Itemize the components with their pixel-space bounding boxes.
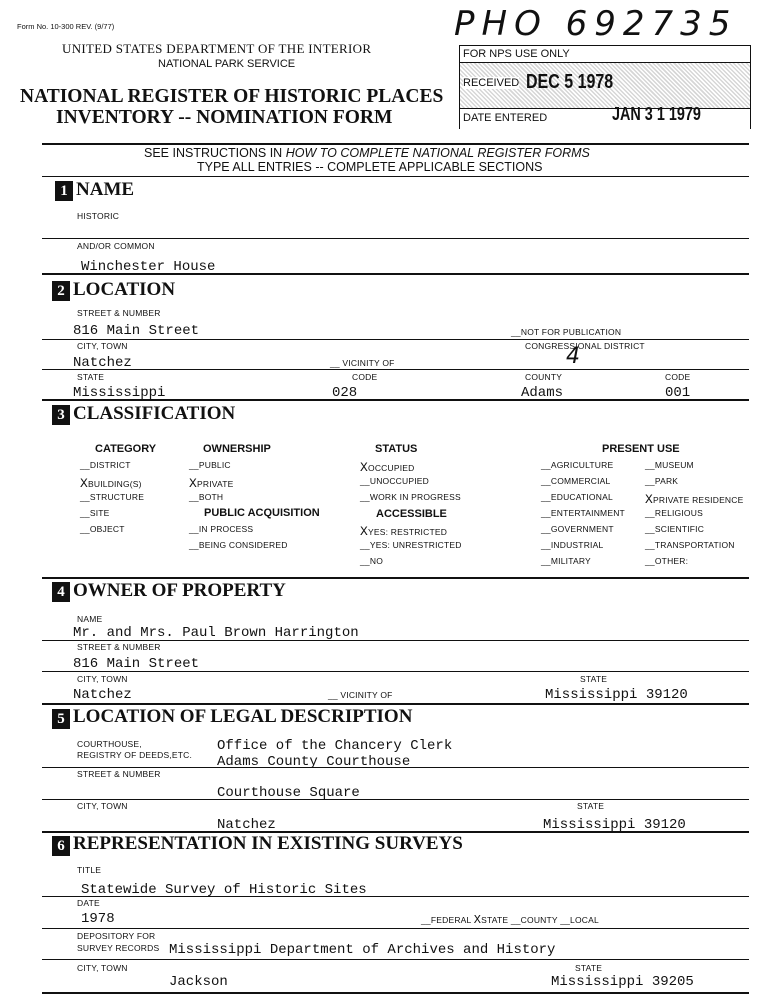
option-label: OCCUPIED — [368, 463, 415, 473]
blank-mark: __ — [541, 524, 551, 534]
option-row — [541, 508, 625, 518]
state-checkmark: X — [473, 913, 482, 927]
blank-mark: __ — [645, 508, 655, 518]
option-label: BEING CONSIDERED — [198, 540, 288, 550]
legal-street-label: STREET & NUMBER — [77, 769, 161, 779]
blank-mark: __ — [541, 556, 551, 566]
survey-city-label: CITY, TOWN — [77, 963, 128, 973]
checked-mark: X — [80, 476, 89, 491]
section-4-title: OWNER OF PROPERTY — [73, 580, 286, 601]
survey-title-label: TITLE — [77, 865, 102, 875]
courthouse-label-line2: REGISTRY OF DEEDS,ETC. — [77, 750, 193, 760]
county-value: Adams — [521, 385, 564, 401]
date-entered-stamp: JAN 3 1 1979 — [612, 104, 701, 124]
option-label: UNOCCUPIED — [369, 476, 430, 486]
blank-mark: __ — [80, 508, 90, 518]
county-option: __COUNTY — [510, 915, 558, 925]
blank-mark: __ — [80, 460, 90, 470]
blank-mark: __ — [645, 476, 655, 486]
department-name: UNITED STATES DEPARTMENT OF THE INTERIOR — [62, 41, 372, 56]
survey-state-value: Mississippi 39205 — [551, 974, 694, 990]
survey-title-value: Statewide Survey of Historic Sites — [81, 882, 367, 898]
county-label: COUNTY — [525, 372, 563, 382]
survey-level-options — [421, 913, 599, 927]
historic-label: HISTORIC — [77, 211, 120, 221]
option-label: YES: UNRESTRICTED — [369, 540, 462, 550]
blank-mark: __ — [189, 540, 199, 550]
survey-date-label: DATE — [77, 898, 100, 908]
checked-mark: X — [189, 476, 198, 491]
section-6-title: REPRESENTATION IN EXISTING SURVEYS — [73, 833, 463, 854]
option-label: INDUSTRIAL — [550, 540, 604, 550]
option-row — [360, 492, 461, 502]
county-code-label: CODE — [665, 372, 691, 382]
option-row — [189, 492, 223, 502]
public-acquisition-heading: PUBLIC ACQUISITION — [204, 507, 320, 519]
legal-state-value: Mississippi 39120 — [543, 817, 686, 833]
blank-mark: __ — [541, 460, 551, 470]
survey-city-value: Jackson — [169, 974, 228, 990]
not-for-publication-option: __NOT FOR PUBLICATION — [511, 327, 622, 337]
option-row — [189, 476, 234, 491]
option-label: OTHER: — [654, 556, 689, 566]
option-row — [541, 556, 591, 566]
blank-mark: __ — [360, 556, 370, 566]
option-label: OBJECT — [89, 524, 125, 534]
blank-mark: __ — [645, 540, 655, 550]
option-row — [360, 524, 447, 539]
owner-street-value: 816 Main Street — [73, 656, 200, 672]
blank-mark: __ — [541, 476, 551, 486]
option-label: PARK — [654, 476, 679, 486]
owner-state-label: STATE — [580, 674, 608, 684]
courthouse-value-line2: Adams County Courthouse — [217, 754, 411, 770]
courthouse-label-line1: COURTHOUSE, — [77, 739, 142, 749]
option-label: SITE — [89, 508, 110, 518]
local-option: __LOCAL — [560, 915, 599, 925]
blank-mark: __ — [189, 524, 199, 534]
received-label: RECEIVED — [463, 77, 520, 89]
option-label: PRIVATE RESIDENCE — [653, 495, 744, 505]
blank-mark: __ — [189, 460, 199, 470]
option-label: RELIGIOUS — [654, 508, 703, 518]
option-label: ENTERTAINMENT — [550, 508, 625, 518]
service-name: NATIONAL PARK SERVICE — [158, 58, 296, 70]
option-row — [541, 524, 614, 534]
blank-mark: __ — [541, 540, 551, 550]
section-6-number: 6 — [52, 836, 70, 856]
section-2-title: LOCATION — [73, 279, 176, 300]
congressional-district-label: CONGRESSIONAL DISTRICT — [525, 341, 645, 351]
form-title-line1: NATIONAL REGISTER OF HISTORIC PLACES — [20, 86, 444, 107]
option-label: TRANSPORTATION — [654, 540, 735, 550]
option-row — [541, 540, 603, 550]
nps-use-label: FOR NPS USE ONLY — [463, 48, 570, 60]
option-label: DISTRICT — [89, 460, 131, 470]
option-row — [541, 460, 613, 470]
section-2-number: 2 — [52, 281, 70, 301]
accessible-heading: ACCESSIBLE — [376, 508, 447, 520]
state-code-value: 028 — [332, 385, 358, 401]
section-5-number: 5 — [52, 709, 70, 729]
option-row — [80, 460, 131, 470]
checked-mark: X — [360, 524, 369, 539]
section-3-title: CLASSIFICATION — [73, 403, 236, 424]
option-row — [189, 540, 288, 550]
section-3-number: 3 — [52, 405, 70, 425]
owner-street-label: STREET & NUMBER — [77, 642, 161, 652]
section-4-number: 4 — [52, 582, 70, 602]
option-row — [645, 508, 703, 518]
blank-mark: __ — [645, 556, 655, 566]
option-row — [80, 508, 110, 518]
owner-state-value: Mississippi 39120 — [545, 687, 688, 703]
option-label: STRUCTURE — [89, 492, 145, 502]
option-row — [645, 492, 743, 507]
vicinity-of-option: __ VICINITY OF — [330, 358, 395, 368]
instructions-line2: TYPE ALL ENTRIES -- COMPLETE APPLICABLE SECTIONS — [197, 160, 543, 174]
legal-street-value: Courthouse Square — [217, 785, 360, 801]
blank-mark: __ — [645, 460, 655, 470]
option-label: SCIENTIFIC — [654, 524, 705, 534]
section-5-title: LOCATION OF LEGAL DESCRIPTION — [73, 706, 413, 727]
option-row — [360, 540, 462, 550]
option-row — [645, 460, 694, 470]
blank-mark: __ — [541, 492, 551, 502]
category-heading: CATEGORY — [95, 443, 157, 455]
option-label: EDUCATIONAL — [550, 492, 613, 502]
county-code-value: 001 — [665, 385, 691, 401]
option-row — [645, 556, 688, 566]
courthouse-value-line1: Office of the Chancery Clerk — [217, 738, 453, 754]
status-heading: STATUS — [375, 443, 418, 455]
option-label: IN PROCESS — [198, 524, 254, 534]
depository-label-line2: SURVEY RECORDS — [77, 943, 160, 953]
depository-label-line1: DEPOSITORY FOR — [77, 931, 156, 941]
option-row — [645, 540, 735, 550]
option-label: PRIVATE — [197, 479, 234, 489]
federal-option: __FEDERAL — [421, 915, 472, 925]
option-row — [541, 476, 610, 486]
option-label: MILITARY — [550, 556, 591, 566]
street-value: 816 Main Street — [73, 323, 200, 339]
checked-mark: X — [645, 492, 654, 507]
option-row — [80, 492, 144, 502]
legal-city-value: Natchez — [217, 817, 276, 833]
common-name-label: AND/OR COMMON — [77, 241, 155, 251]
option-label: AGRICULTURE — [550, 460, 614, 470]
section-1-title: NAME — [76, 179, 135, 200]
survey-date-value: 1978 — [81, 911, 115, 927]
owner-vicinity-option: __ VICINITY OF — [328, 690, 393, 700]
received-date-stamp: DEC 5 1978 — [526, 71, 614, 93]
nps-use-box — [459, 45, 751, 129]
state-code-label: CODE — [352, 372, 378, 382]
date-entered-label: DATE ENTERED — [463, 112, 548, 124]
blank-mark: __ — [360, 492, 370, 502]
section-1-number: 1 — [55, 181, 73, 201]
option-label: COMMERCIAL — [550, 476, 611, 486]
blank-mark: __ — [360, 540, 370, 550]
congressional-district-value: 4 — [566, 344, 580, 369]
owner-city-value: Natchez — [73, 687, 132, 703]
legal-state-label: STATE — [577, 801, 605, 811]
option-row — [80, 476, 142, 491]
form-title-line2: INVENTORY -- NOMINATION FORM — [56, 107, 393, 128]
option-label: PUBLIC — [198, 460, 231, 470]
state-label: STATE — [77, 372, 105, 382]
street-number-label: STREET & NUMBER — [77, 308, 161, 318]
city-town-label: CITY, TOWN — [77, 341, 128, 351]
option-row — [360, 556, 383, 566]
option-row — [360, 476, 429, 486]
blank-mark: __ — [189, 492, 199, 502]
legal-city-label: CITY, TOWN — [77, 801, 128, 811]
blank-mark: __ — [80, 492, 90, 502]
form-number: Form No. 10-300 REV. (9/77) — [17, 22, 115, 31]
option-label: YES: RESTRICTED — [368, 527, 448, 537]
handwritten-reference-number: PHO 692735 — [454, 4, 738, 44]
option-label: MUSEUM — [654, 460, 694, 470]
option-label: NO — [369, 556, 384, 566]
blank-mark: __ — [645, 524, 655, 534]
state-value: Mississippi — [73, 385, 166, 401]
depository-value: Mississippi Department of Archives and History — [169, 942, 556, 958]
present-use-heading: PRESENT USE — [602, 443, 680, 455]
ownership-heading: OWNERSHIP — [203, 443, 271, 455]
state-option: STATE — [481, 915, 509, 925]
city-value: Natchez — [73, 355, 132, 371]
option-row — [80, 524, 125, 534]
option-row — [645, 476, 678, 486]
option-label: BUILDING(S) — [88, 479, 142, 489]
blank-mark: __ — [541, 508, 551, 518]
common-name-value: Winchester House — [81, 259, 216, 275]
option-label: BOTH — [198, 492, 224, 502]
owner-name-label: NAME — [77, 614, 103, 624]
option-row — [541, 492, 613, 502]
option-label: WORK IN PROGRESS — [369, 492, 461, 502]
owner-city-label: CITY, TOWN — [77, 674, 128, 684]
option-row — [360, 460, 414, 475]
owner-name-value: Mr. and Mrs. Paul Brown Harrington — [73, 625, 359, 641]
option-label: GOVERNMENT — [550, 524, 614, 534]
option-row — [189, 460, 231, 470]
blank-mark: __ — [80, 524, 90, 534]
checked-mark: X — [360, 460, 369, 475]
option-row — [645, 524, 704, 534]
survey-state-label: STATE — [575, 963, 603, 973]
option-row — [189, 524, 253, 534]
instructions-line1: SEE INSTRUCTIONS IN HOW TO COMPLETE NATIONAL REGISTER FORMS — [144, 146, 590, 160]
blank-mark: __ — [360, 476, 370, 486]
